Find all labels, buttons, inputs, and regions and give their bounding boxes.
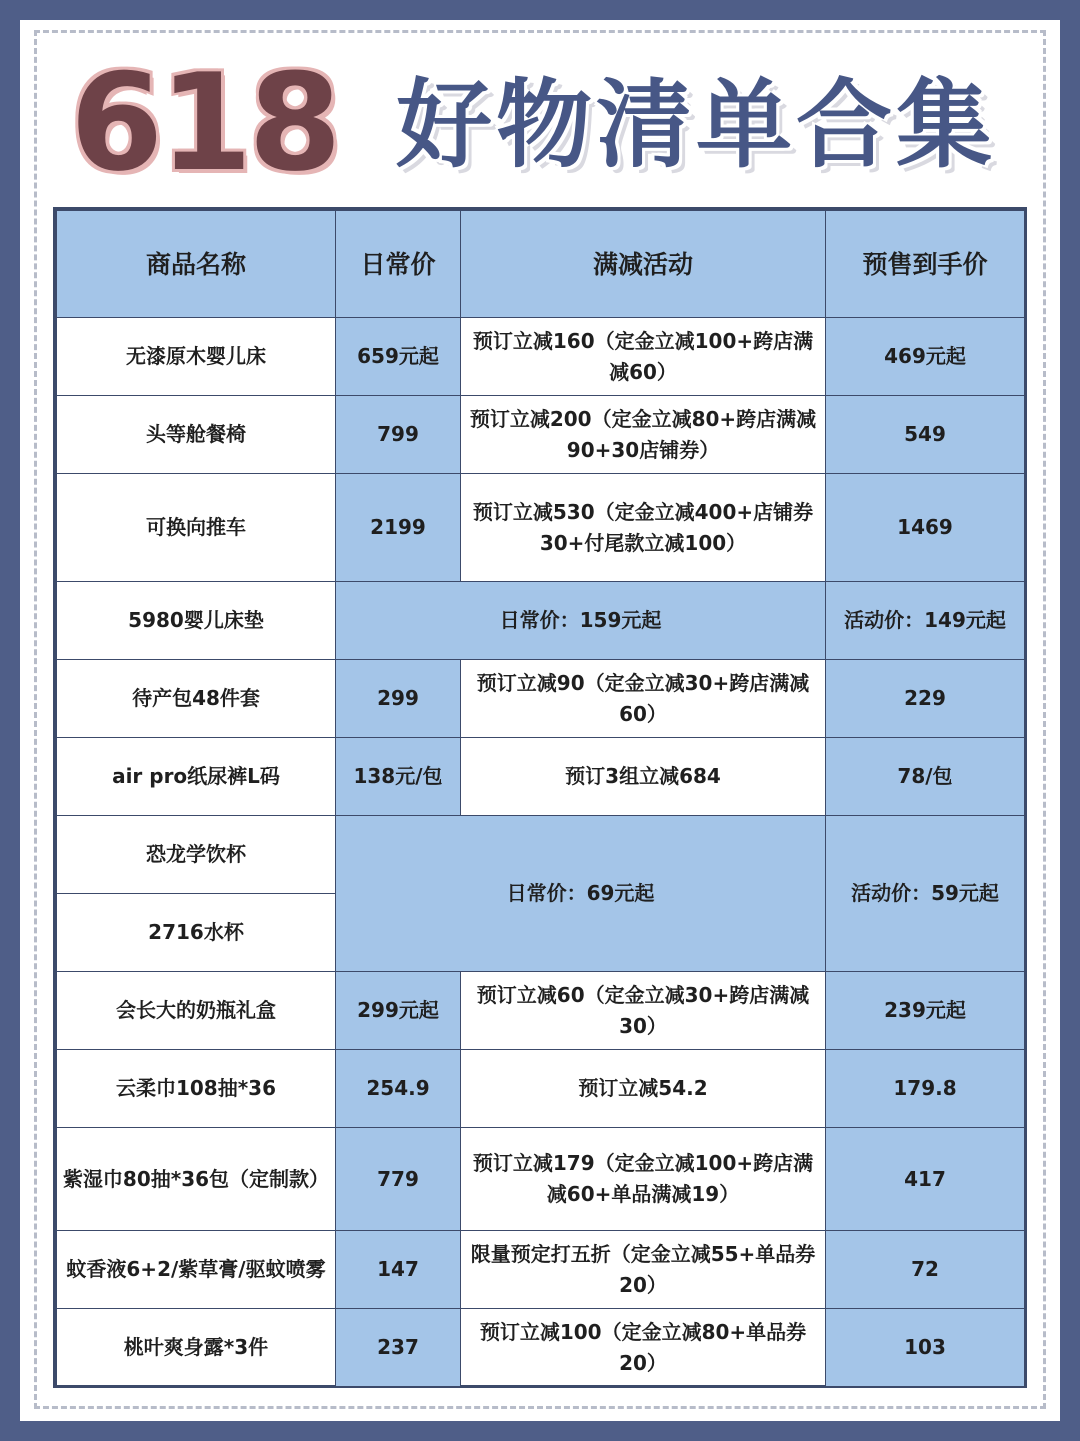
column-header-price: 日常价: [336, 211, 461, 318]
regular-price: 138元/包: [336, 738, 461, 816]
product-name: 桃叶爽身露*3件: [57, 1309, 336, 1387]
table-row: [57, 660, 1025, 738]
merged-regular-price: 日常价：159元起: [336, 582, 826, 660]
final-price: 469元起: [826, 318, 1025, 396]
table-row: [57, 1309, 1025, 1387]
final-price: 103: [826, 1309, 1025, 1387]
product-name: 云柔巾108抽*36: [57, 1050, 336, 1128]
final-price: 72: [826, 1231, 1025, 1309]
product-name: 紫湿巾80抽*36包（定制款）: [57, 1128, 336, 1231]
table-row: [57, 582, 1025, 660]
promo-detail: 预订立减160（定金立减100+跨店满减60）: [461, 318, 826, 396]
page-title: [0, 45, 1080, 201]
product-name: 头等舱餐椅: [57, 396, 336, 474]
final-price: 179.8: [826, 1050, 1025, 1128]
table-row: [57, 816, 1025, 894]
title-text: 好物清单合集: [396, 69, 996, 181]
promo-detail: 预订立减530（定金立减400+店铺券30+付尾款立减100）: [461, 474, 826, 582]
table-row: [57, 1231, 1025, 1309]
regular-price: 299元起: [336, 972, 461, 1050]
table-row: [57, 738, 1025, 816]
table-row: [57, 474, 1025, 582]
product-name: 蚊香液6+2/紫草膏/驱蚊喷雾: [57, 1231, 336, 1309]
table-row: [57, 1050, 1025, 1128]
promo-detail: 预订立减179（定金立减100+跨店满减60+单品满减19）: [461, 1128, 826, 1231]
table-header-row: [57, 211, 1025, 318]
product-name: 无漆原木婴儿床: [57, 318, 336, 396]
product-name: 待产包48件套: [57, 660, 336, 738]
regular-price: 237: [336, 1309, 461, 1387]
column-header-name: 商品名称: [57, 211, 336, 318]
promo-detail: 预订立减60（定金立减30+跨店满减30）: [461, 972, 826, 1050]
regular-price: 2199: [336, 474, 461, 582]
final-price: 活动价：149元起: [826, 582, 1025, 660]
regular-price: 799: [336, 396, 461, 474]
promo-detail: 预订立减200（定金立减80+跨店满减90+30店铺券）: [461, 396, 826, 474]
merged-regular-price: 日常价：69元起: [336, 816, 826, 972]
product-table: [53, 207, 1027, 1388]
regular-price: 299: [336, 660, 461, 738]
final-price: 549: [826, 396, 1025, 474]
promo-detail: 限量预定打五折（定金立减55+单品券20）: [461, 1231, 826, 1309]
title-number: 618: [70, 45, 338, 201]
column-header-promo: 满减活动: [461, 211, 826, 318]
table-row: [57, 972, 1025, 1050]
regular-price: 659元起: [336, 318, 461, 396]
product-name: 5980婴儿床垫: [57, 582, 336, 660]
product-name: 恐龙学饮杯: [57, 816, 336, 894]
promo-detail: 预订3组立减684: [461, 738, 826, 816]
final-price: 239元起: [826, 972, 1025, 1050]
regular-price: 147: [336, 1231, 461, 1309]
final-price: 活动价：59元起: [826, 816, 1025, 972]
table-row: [57, 396, 1025, 474]
table-row: [57, 318, 1025, 396]
product-name: 2716水杯: [57, 894, 336, 972]
regular-price: 254.9: [336, 1050, 461, 1128]
final-price: 78/包: [826, 738, 1025, 816]
product-name: 会长大的奶瓶礼盒: [57, 972, 336, 1050]
final-price: 229: [826, 660, 1025, 738]
promo-detail: 预订立减100（定金立减80+单品券20）: [461, 1309, 826, 1387]
promo-detail: 预订立减54.2: [461, 1050, 826, 1128]
final-price: 417: [826, 1128, 1025, 1231]
promo-detail: 预订立减90（定金立减30+跨店满减60）: [461, 660, 826, 738]
column-header-final: 预售到手价: [826, 211, 1025, 318]
final-price: 1469: [826, 474, 1025, 582]
regular-price: 779: [336, 1128, 461, 1231]
product-name: 可换向推车: [57, 474, 336, 582]
product-name: air pro纸尿裤L码: [57, 738, 336, 816]
table-row: [57, 1128, 1025, 1231]
